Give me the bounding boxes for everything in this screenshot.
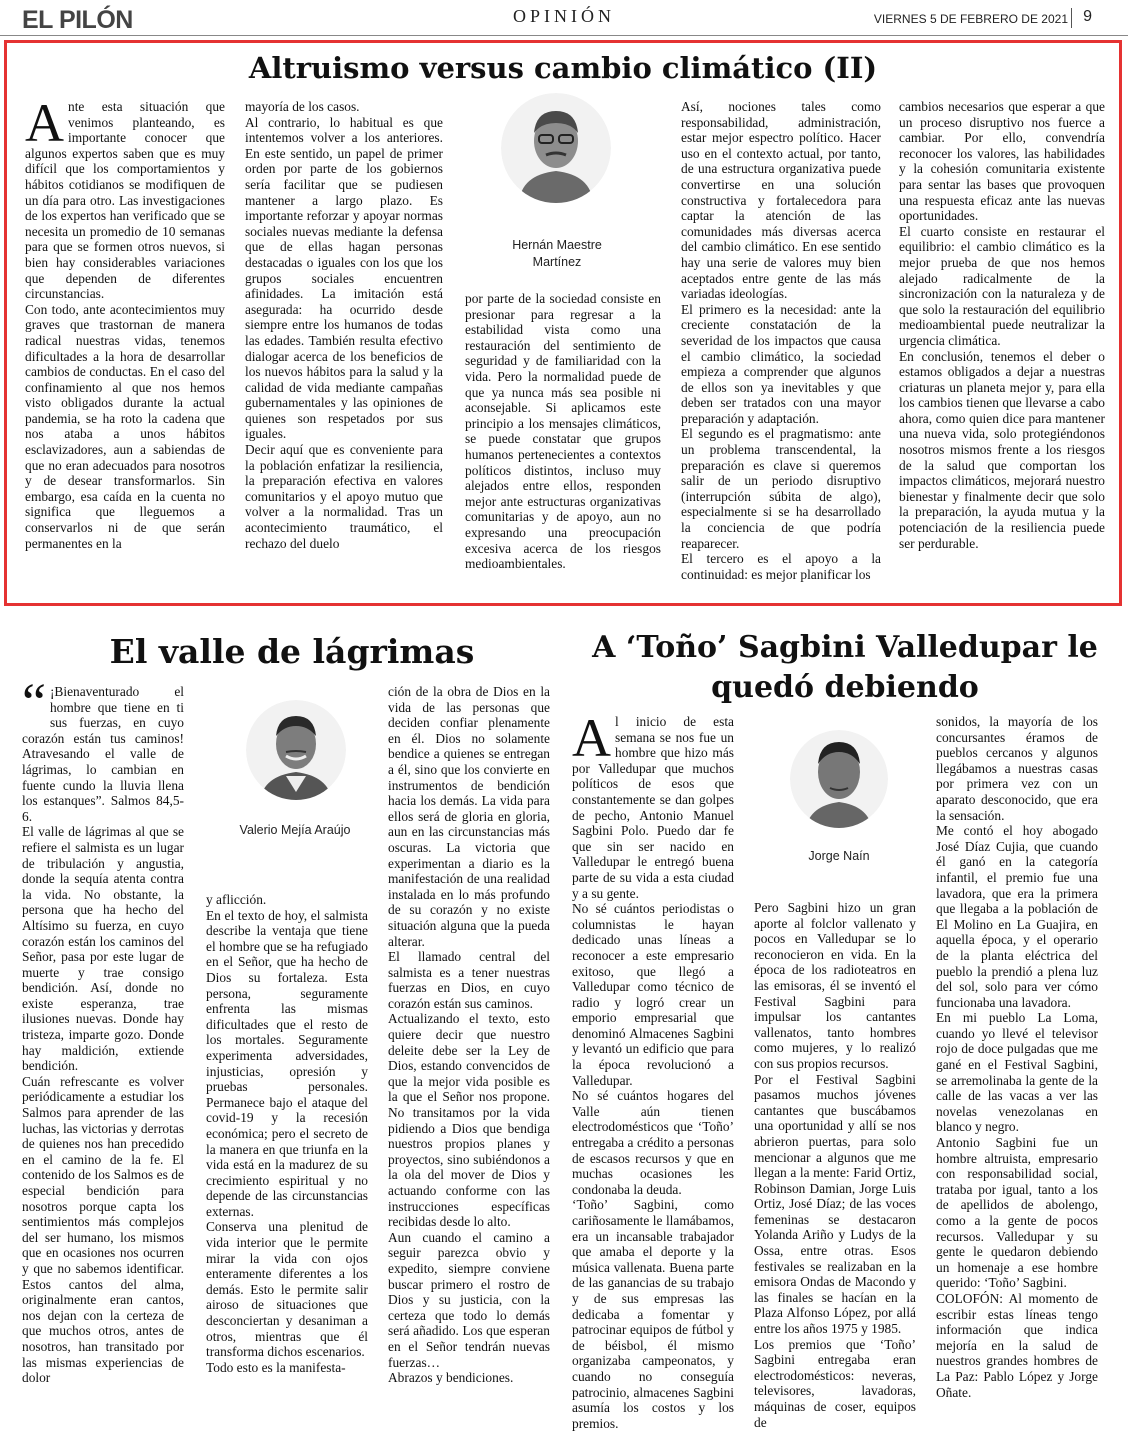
masthead [0,0,1128,36]
article-column-3 [465,291,661,572]
paragraph: En mi pueblo La Loma, cuando yo llevé el televisor rojo de doce pulgadas que me gané en el Festival Sagbini, se arremolinaba la gente de la calle de las vacas a ver las novelas venezolanas en blanco y negro. [936,1010,1098,1135]
article-column-5 [899,99,1105,551]
paragraph: Los premios que ‘Toño’ Sagbini entregaba eran electrodomésticos: neveras, televisores, lavadoras, máquinas de coser, equipos de [754,1336,916,1430]
article-column-1 [25,93,225,551]
paragraph: Pero Sagbini hizo un gran aporte al folclor vallenato y pocos en Valledupar se lo reconocieron en vida. En la época de los radioteatros en las emisoras, él se inventó el Festival Sagbini para impulsar los cantantes vallenatos, tanto hombres como mujeres, y lo realizó con sus propios recursos. [754,900,916,1071]
section-title: OPINIÓN [513,6,615,26]
masthead-divider [1071,8,1072,28]
paragraph: mayoría de los casos. [245,99,360,114]
paragraph: Por el Festival Sagbini pasamos muchos jóvenes cantantes que buscábamos una oportunidad y allí se nos abrieron puertas, para solo mencionar a algunos que me llegan a la mente: Farid Ortiz, Robinson Damian, Jorge Luis Ortiz, José Díaz; de las voces femeninas se destacaron Yolanda Ariño y Ludys de la Ossa, entre otras. Esos festivales se realizaban en la emisora Ondas de Macondo y las finales se hacían en la Plaza Alfonso López, por allá entre los años 1975 y 1985. [754,1071,916,1337]
paragraph: Antonio Sagbini fue un hombre altruista, empresario con responsabilidad social, trataba por igual, tanto a los de apellidos de abolengo, como a la gente de pocos recursos. Valledupar y su gente le quedaron debiendo un homenaje a ese hombre querido: ‘Toño’ Sagbini. [936,1135,1098,1291]
paragraph: y aflicción. [206,892,267,907]
paragraph: El tercero es el apoyo a la continuidad: es mejor planificar los [681,551,881,582]
paragraph: El valle de lágrimas al que se refiere el salmista es un lugar de tribulación y angustia, donde la sequía atenta contra la vida. No obstante, la persona que ha hecho del Altísimo su fuerza, en cuyo corazón están los caminos del Señor, pasa por este lugar de muerte y trae consigo bendición. Así, donde no existe esperanza, trae ilusiones nuevas. Donde hay tristeza, imparte gozo. Donde hay maldición, extiende bendición. [22,824,184,1074]
paragraph: El segundo es el pragmatismo: ante un problema transcendental, la preparación es clave si queremos salir de un periodo disruptivo (interrupción súbita de algo), especialmente si se ha desarrollado la conciencia de que podría reaparecer. [681,426,881,551]
author-photo [790,730,888,828]
paragraph: El cuarto consiste en restaurar el equilibrio: el cambio climático es la mejor prueba de que nos hemos alejado radicalmente de la sincronización con la naturaleza y de que solo la restauración del equilibrio medioambiental puede neutralizar la urgencia climática. [899,223,1105,348]
quote-mark-icon: “ [22,672,46,732]
article-title: Altruismo versus cambio climático (II) [248,51,878,85]
page-number: 9 [1083,8,1092,25]
paragraph: Decir aquí que es conveniente para la población enfatizar la resiliencia, la preparación efectiva en valores comunitarios y el apoyo mutuo que volver a la normalidad. Tras un acontecimiento traumático, el rechazo del duelo [245,442,443,551]
author-portrait-icon [246,700,346,800]
paragraph: Me contó el hoy abogado José Díaz Cujia, que cuando él ganó en la categoría infantil, el premio fue una lavadora, que era la primera que llegaba a la población de El Molino en La Guajira, en aquella época, y el operario de la planta eléctrica del pueblo la prendió a plena luz del sol, solo para ver cómo funcionaba una lavadora. [936,823,1098,1010]
author-portrait-icon [790,730,888,828]
paragraph: No sé cuántos hogares del Valle aún tienen electrodomésticos que ‘Toño’ entregaba a crédito a personas de escasos recursos y que en muchas ocasiones les condonaba la deuda. [572,1088,734,1197]
article-title: El valle de lágrimas [109,632,475,671]
paragraph: El llamado central del salmista es a tener nuestras fuerzas en Dios, en cuyo corazón están sus caminos. [388,949,550,1011]
author-photo [246,700,346,800]
article-title: A ‘Toño’ Sagbini Valledupar le quedó debiendo [592,630,1098,705]
paragraph: Aun cuando el camino a seguir parezca obvio y expedito, siempre conviene buscar primero el rostro de Dios y su justicia, con la certeza que todo lo demás será añadido. Los que esperan en el Señor tendrán nuevas fuerzas… [388,1229,550,1370]
author-byline: Valerio Mejía Araújo [239,823,351,837]
paragraph: Actualizando el texto, esto quiere decir que nuestro deleite debe ser la Ley de Dios, estando convencidos de que la mejor vida posible es la que el Señor nos propone. No transitamos por la vida pidiendo a Dios que bendiga nuestros propios planes y proyectos, sino subiéndonos a la ola del mover de Dios y actuando conforme con las instrucciones específicas recibidas desde lo alto. [388,1011,550,1230]
article-column-2 [245,99,443,551]
article-column-2 [206,892,368,1375]
paragraph: cambios necesarios que esperar a que un proceso disruptivo nos fuerce a cambiar. Por ello, convendría reconocer los valores, las habilidades y la cohesión comunitaria existente para sentar las bases que provoquen una respuesta eficaz ante las nuevas oportunidades. [899,99,1105,224]
brand-logo: EL PILÓN [22,6,133,34]
drop-cap: A [572,708,611,768]
paragraph: ción de la obra de Dios en la vida de las personas que deciden confiar plenamente en él. Dios no solamente bendice a quienes se entregan a él, sino que los convierte en instrumentos de bendición hacia los demás. La vida para ellos será de gloria en gloria, aun en las circunstancias más oscuras. La victoria que experimentan a diario es la manifestación de una realidad instalada en lo más profundo de su corazón y no existe situación alguna que la pueda alterar. [388,684,550,949]
article-column-3 [936,714,1098,1400]
paragraph: En el texto de hoy, el salmista describe la ventaja que tiene el hombre que se ha refugiado en el Señor, que ha hecho de Dios su fortaleza. Esta persona, seguramente enfrenta las mismas dificultades que el resto de los mortales. Seguramente experimenta adversidades, injusticias, opresión y pruebas personales. Permanece bajo el ataque del covid-19 y la recesión económica; pero el secreto de la manera en que triunfa en la vida está en la madurez de su crecimiento espiritual y no depende de las circunstancias externas. [206,907,368,1219]
paragraph: sonidos, la mayoría de los concursantes éramos de pueblos cercanos y algunos llegábamos a nuestras casas por primera vez con un aparato desconocido, que era la sensación. [936,714,1098,823]
paragraph: El primero es la necesidad: ante la creciente constatación de la severidad de los impactos que causa el cambio climático, la sociedad empieza a comprender que algunos de ellos son ya inevitables y que deben ser tratados con una mayor preparación y adaptación. [681,301,881,426]
paragraph: En conclusión, tenemos el deber o estamos obligados a dejar a nuestras criaturas un planeta mejor y, para ella los cambios tienen que llevarse a cabo ahora, como quien dice para mantener una nueva vida, solo protegiéndonos nosotros mismos frente a los riesgos de la salud que comportan los impactos climáticos, mejorará nuestro bienestar y finalmente decir que solo la preparación, la ayuda mutua y la potenciación de la resiliencia puede ser perdurable. [899,348,1105,551]
author-photo [501,93,611,203]
paragraph: l inicio de esta semana se nos fue un hombre que hizo más por Valledupar que muchos políticos de esos que constantemente se dan golpes de pecho, Antonio Manuel Sagbini Polo. Puedo dar fe que sin ser nacido en Valledupar le entregó buena parte de su vida a esta ciudad y a su gente. [572,714,734,901]
author-portrait-icon [501,93,611,203]
paragraph: COLOFÓN: Al momento de escribir estas líneas tengo información que indica mejoría en la salud de nuestros grandes hombres de La Paz: Pablo López y Jorge Oñate. [936,1290,1098,1400]
author-name: Hernán Maestre [512,238,602,252]
article-altruismo [4,40,1122,606]
paragraph: Conserva una plenitud de vida interior que le permite mirar la vida con ojos enteramente diferentes a los demás. Esto le permite salir airoso de situaciones que desconciertan y desaniman a otros, mientras que él transforma dichos escenarios. [206,1219,368,1360]
article-column-1 [22,672,184,1386]
author-surname: Martínez [532,255,582,269]
paragraph: Todo esto es la manifesta- [206,1359,346,1375]
paragraph: Cuán refrescante es volver periódicamente a estudiar los Salmos para aprender de las luchas, las victorias y derrotas de quienes nos han precedido en el camino de la fe. El contenido de los Salmos es de especial bendición para nosotros porque capta los sentimientos más complejos del ser humano, los mismos que en ocasiones nos ocurren y que no sabemos identificar. Estos cantos del alma, originalmente eran cantos, nos dejan con la certeza de que muchos otros, antes de nosotros, han transitado por las mismas experiencias de dolor [22,1073,184,1386]
paragraph: Así, nociones tales como responsabilidad, administración, estar mejor espectro político. Hacer uso en el contexto actual, por tanto, de una estructura organizativa puede convertirse en una solución constructiva y fortalecedora para captar la atención de las comunidades más diversas acerca del cambio climático. En ese sentido hay una serie de valores muy bien aceptados entre gente de las más variadas ideologías. [681,99,881,302]
paragraph: por parte de la sociedad consiste en presionar para regresar a la estabilidad vista como una restauración del sentimiento de seguridad y de familiaridad con la vida. Pero la normalidad puede de que ya nunca más sea posible ni aconsejable. Si aplicamos este principio a los mensajes climáticos, se puede constatar que grupos humanos pertenecientes a contextos políticos distintos, incluso muy alejados entre ellos, responden mejor ante estructuras organizativas comunitarias y de apoyo, aun no expresando una preocupación excesiva acerca de los riesgos medioambientales. [465,291,661,572]
article-column-4 [681,99,881,582]
paragraph: Al contrario, lo habitual es que intentemos volver a los anteriores. En este sentido, un papel de primer orden por parte de los gobiernos sería facilitar que se pudiesen mantener a largo plazo. Es importante reforzar y apoyar normas sociales nuevas mediante la defensa que de ellas hagan personas destacadas o iguales con los que los grupos sociales encuentren afinidades. La imitación está asegurada: ha ocurrido desde siempre entre los humanos de todas las edades. También resulta efectivo dialogar acerca de los beneficios de los nuevos hábitos para la salud y la calidad de vida mediante campañas gubernamentales y las opiniones de quienes son respetados por sus iguales. [245,114,443,442]
author-byline: Jorge Naín [808,849,870,863]
drop-cap: A [25,93,64,153]
paragraph: Con todo, ante acontecimientos muy graves que trastornan de manera radical nuestras vidas, tenemos dificultades a la hora de desarrollar cambios de conductas. En el caso del confinamiento al que nos hemos visto obligados durante la actual pandemia, se ha roto la cadena que nos ataba a unos hábitos esclavizadores, aun a sabiendas de que no eran adecuados para nosotros y de desear transformarlos. Sin embargo, esa caída en la cuenta no significa que lleguemos a conservarlos ni de que serán permanentes en la [25,301,225,551]
article-column-2 [754,900,916,1430]
paragraph: nte esta situación que venimos planteando, es importante conocer que algunos expertos saben que es muy difícil que los comportamientos y hábitos cotidianos se modifiquen de un día para otro. Las investigaciones de los expertos han verificado que se necesita un promedio de 10 semanas para que se formen otros nuevos, si bien hay considerables variaciones que dependen de diferentes circunstancias. [25,99,225,302]
paragraph: ¡Bienaventurado el hombre que tiene en ti sus fuerzas, en cuyo corazón están tus caminos! Atravesando el valle de lágrimas, lo cambian en fuente cundo la lluvia llena los estanques”. Salmos 84,5-6. [22,684,184,824]
issue-date: VIERNES 5 DE FEBRERO DE 2021 [873,12,1068,26]
paragraph: No sé cuántos periodistas o columnistas le hayan dedicado unas líneas a reconocer a este empresario exitoso, que llegó a Valledupar como técnico de radio y logró crear un emporio empresarial que denominó Almacenes Sagbini y levantó un edificio que para la época revolucionó a Valledupar. [572,901,734,1088]
article-column-1 [572,708,734,1431]
paragraph: Abrazos y bendiciones. [388,1370,514,1386]
paragraph: ‘Toño’ Sagbini, como cariñosamente le llamábamos, era un incansable trabajador que amaba el deporte y la música vallenata. Buena parte de las ganancias de su trabajo y de sus empresas las dedicaba a fomentar y patrocinar equipos de fútbol y de béisbol, él mismo organizaba campeonatos, y cuando no conseguía patrocinio, almacenes Sagbini asumía los costos y los premios. [572,1197,734,1431]
author-byline [457,237,657,271]
article-column-3 [388,684,550,1386]
